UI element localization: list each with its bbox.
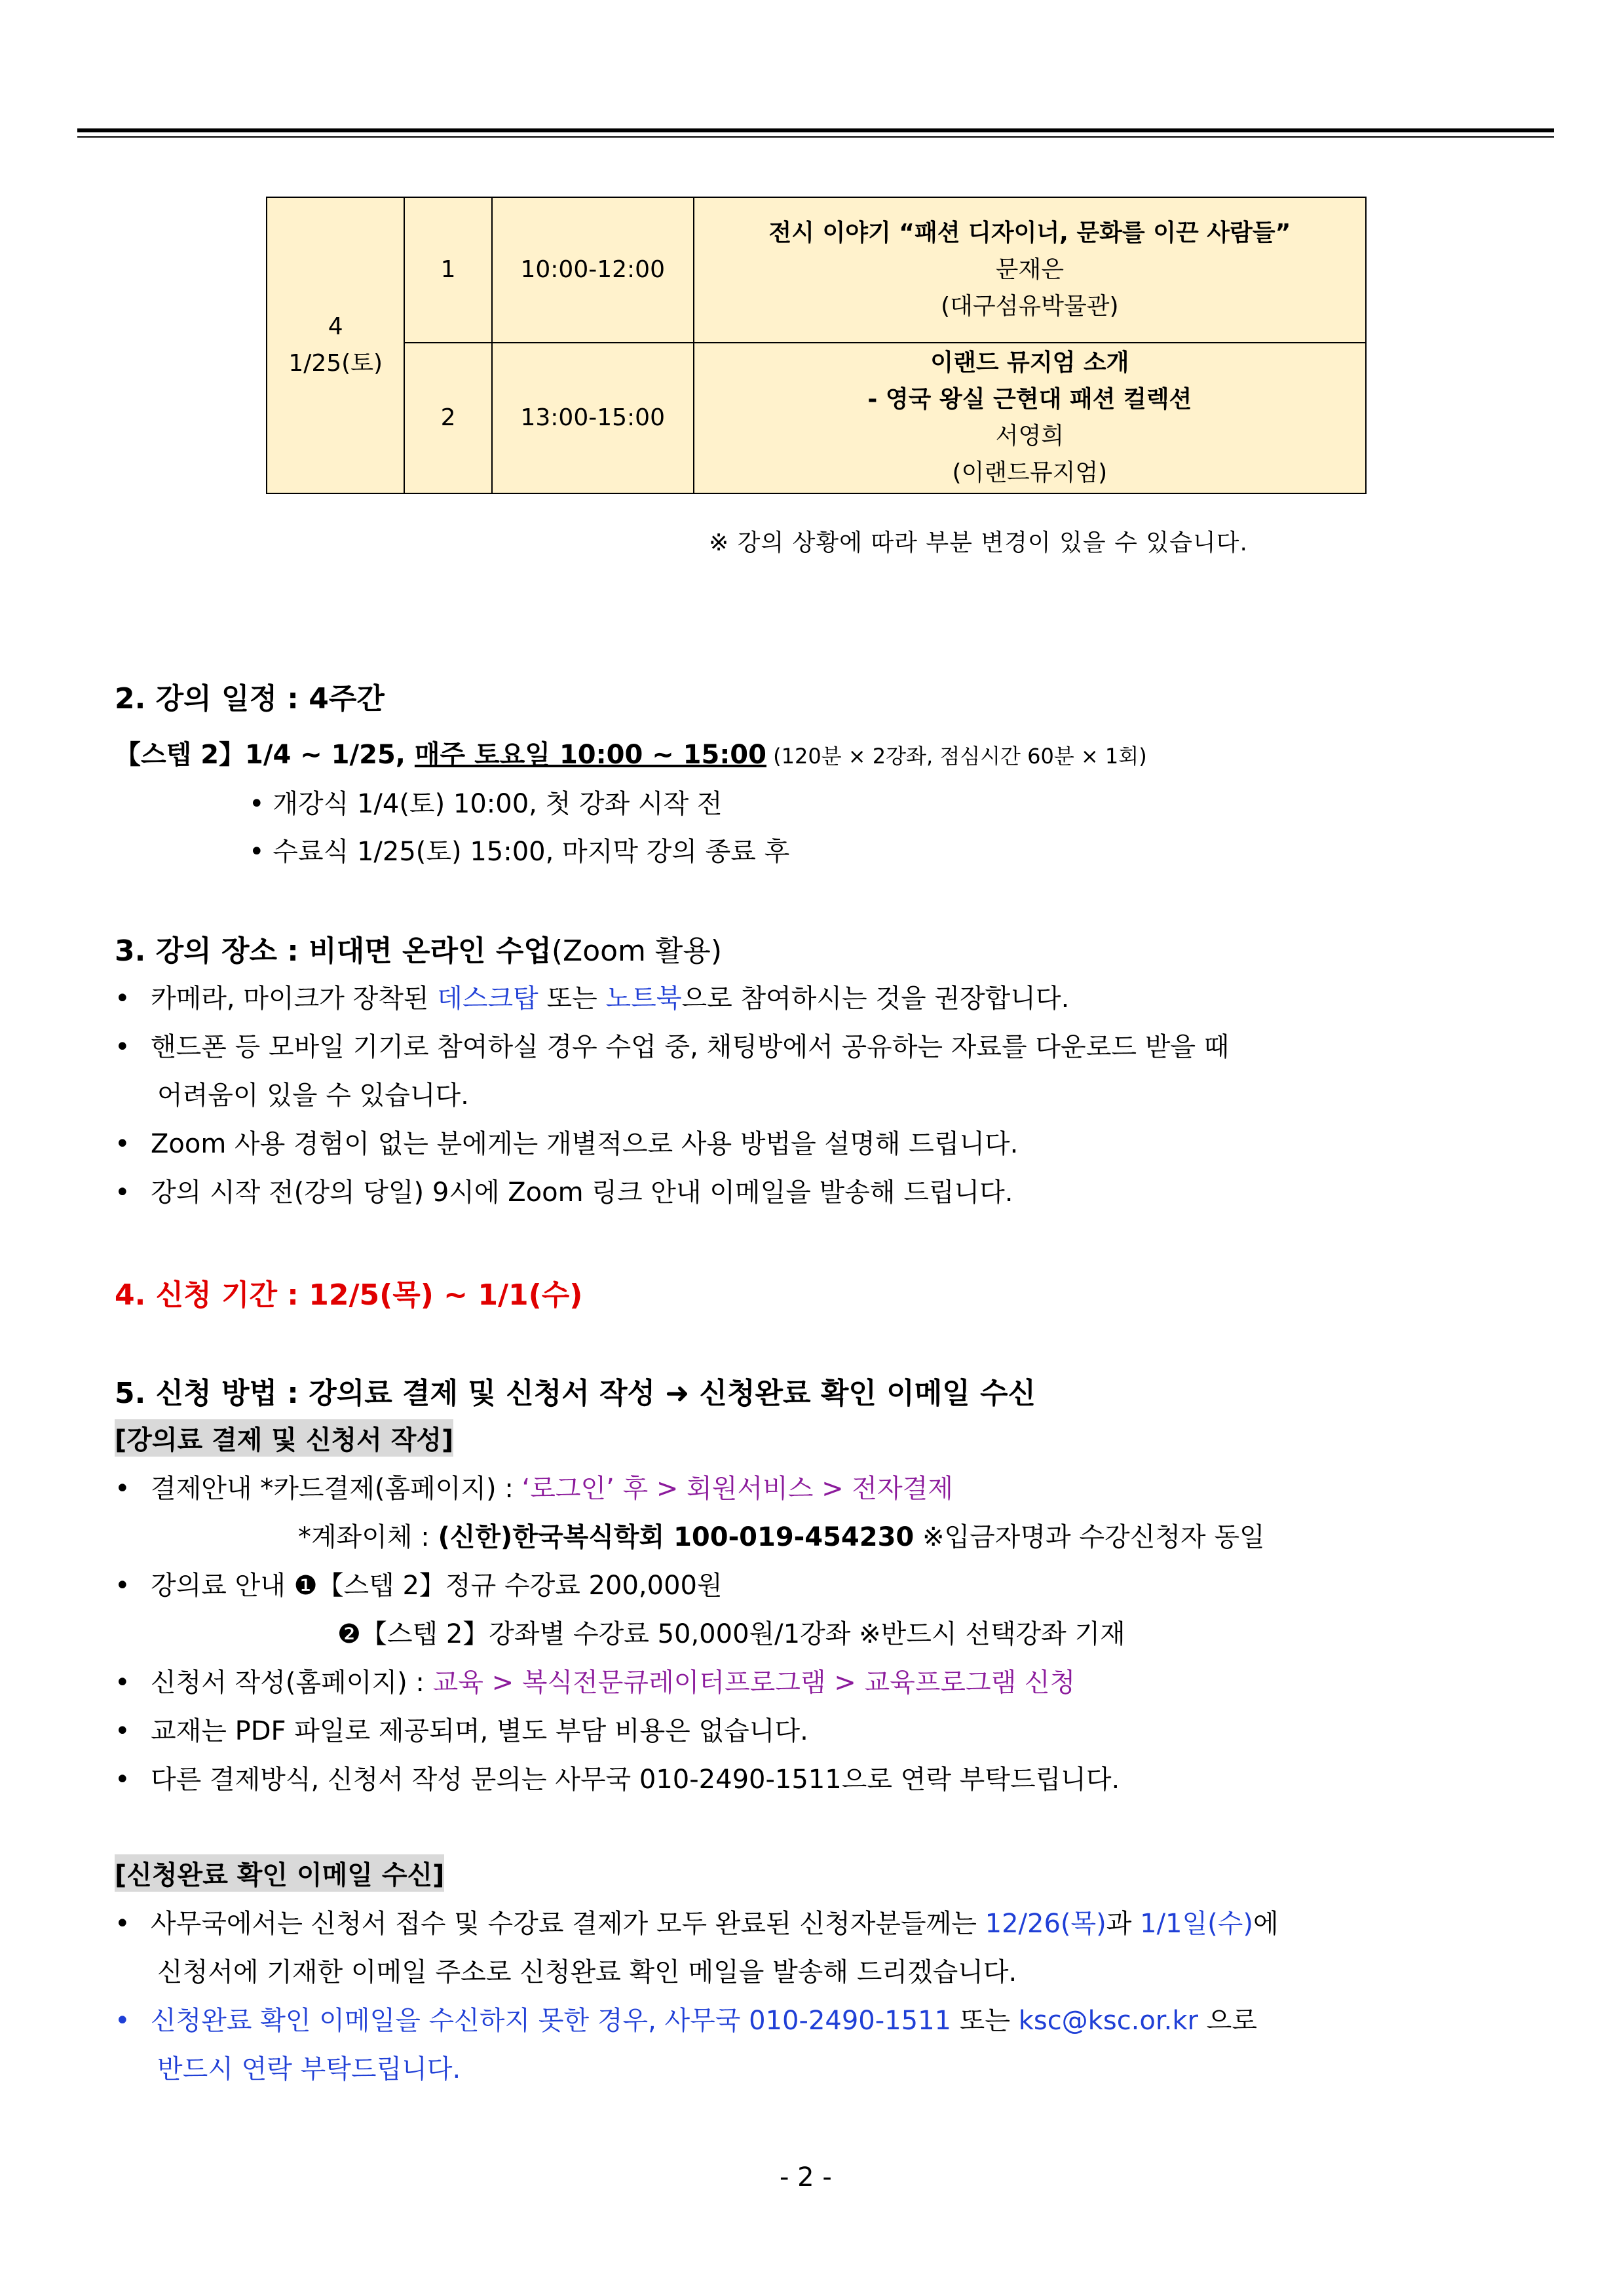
list-item: • 다른 결제방식, 신청서 작성 문의는 사무국 010-2490-1511으로 연락 부탁드립니다. xyxy=(115,1765,1120,1795)
list-item: • 교재는 PDF 파일로 제공되며, 별도 부담 비용은 없습니다. xyxy=(115,1716,808,1746)
list-item-text: 으로 참여하시는 것을 권장합니다. xyxy=(681,984,1070,1014)
section-4-heading: 4. 신청 기간 : 12/5(목) ~ 1/1(수) xyxy=(115,1278,583,1312)
list-item-text: 신청완료 확인 이메일을 수신하지 못한 경우, 사무국 010-2490-1511 xyxy=(151,2006,951,2036)
laptop-text: 노트북 xyxy=(605,984,682,1014)
email-date-1: 12/26(목) xyxy=(985,1909,1106,1939)
list-item-text: 으로 xyxy=(1198,2006,1257,2036)
application-path: 교육 > 복식전문큐레이터프로그램 > 교육프로그램 신청 xyxy=(432,1668,1076,1698)
table-row xyxy=(267,197,1366,343)
lecture-topic xyxy=(694,197,1366,343)
list-item: • 신청완료 확인 이메일을 수신하지 못한 경우, 사무국 010-2490-1511 또는 ksc@ksc.or.kr 으로 xyxy=(115,2006,1257,2036)
lecture-no: 2 xyxy=(404,343,491,493)
opening-ceremony: • 개강식 1/4(토) 10:00, 첫 강좌 시작 전 xyxy=(249,789,723,819)
section-2-heading: 2. 강의 일정 : 4주간 xyxy=(115,682,385,716)
fee-regular: 강의료 안내 ❶【스텝 2】정규 수강료 200,000원 xyxy=(151,1571,723,1601)
fee-per-lecture: ❷【스텝 2】강좌별 수강료 50,000원/1강좌 ※반드시 선택강좌 기재 xyxy=(337,1619,1125,1649)
card-payment-path: ‘로그인’ 후 > 회원서비스 > 전자결제 xyxy=(521,1474,953,1504)
lecture-no: 1 xyxy=(404,197,491,343)
header-rule-thin xyxy=(77,136,1554,138)
list-item-text: 또는 xyxy=(951,2006,1019,2036)
closing-ceremony: • 수료식 1/25(토) 15:00, 마지막 강의 종료 후 xyxy=(249,837,790,867)
list-item-text: 또는 xyxy=(538,984,606,1014)
lecture-title: 전시 이야기 “패션 디자이너, 문화를 이끈 사람들” xyxy=(768,220,1291,246)
step-label: 【스텝 2】1/4 ~ 1/25, xyxy=(115,740,415,770)
list-item: • 결제안내 *카드결제(홈페이지) : ‘로그인’ 후 > 회원서비스 > 전자결제 xyxy=(115,1474,953,1504)
section-5-heading: 5. 신청 방법 : 강의료 결제 및 신청서 작성 ➜ 신청완료 확인 이메일 수신 xyxy=(115,1377,1036,1410)
list-item-cont: 반드시 연락 부탁드립니다. xyxy=(157,2054,461,2084)
schedule-table xyxy=(266,197,1367,494)
list-item-text: 에 xyxy=(1253,1909,1279,1939)
step-line xyxy=(115,734,1147,771)
list-item: • 핸드폰 등 모바일 기기로 참여하실 경우 수업 중, 채팅방에서 공유하는 자료를 다운로드 받을 때 xyxy=(115,1032,1230,1062)
list-item-text: 과 xyxy=(1106,1909,1141,1939)
list-item-text: 강의 시작 전(강의 당일) 9시에 Zoom 링크 안내 이메일을 발송해 드립니다. xyxy=(151,1177,1013,1208)
lecture-org: (대구섬유박물관) xyxy=(941,293,1119,320)
week-number: 4 xyxy=(328,313,343,340)
list-item: • 사무국에서는 신청서 접수 및 수강료 결제가 모두 완료된 신청자분들께는 12/26(목)과 1/1일(수)에 xyxy=(115,1909,1279,1939)
lecture-speaker: 서영희 xyxy=(995,423,1064,450)
list-item-text: 교재는 PDF 파일로 제공되며, 별도 부담 비용은 없습니다. xyxy=(151,1716,808,1746)
step-detail: (120분 × 2강좌, 점심시간 60분 × 1회) xyxy=(766,744,1147,769)
list-item-text: 핸드폰 등 모바일 기기로 참여하실 경우 수업 중, 채팅방에서 공유하는 자료를 다운로드 받을 때 xyxy=(151,1032,1230,1062)
list-item: • Zoom 사용 경험이 없는 분에게는 개별적으로 사용 방법을 설명해 드립니다. xyxy=(115,1129,1019,1159)
lecture-title: 이랜드 뮤지엄 소개 xyxy=(930,349,1129,376)
list-item-text: 신청서 작성(홈페이지) : xyxy=(151,1668,433,1698)
email-date-2: 1/1일(수) xyxy=(1140,1909,1253,1939)
list-item-text: 사무국에서는 신청서 접수 및 수강료 결제가 모두 완료된 신청자분들께는 xyxy=(151,1909,985,1939)
lecture-time: 10:00-12:00 xyxy=(492,197,694,343)
email-subheading: [신청완료 확인 이메일 수신] xyxy=(115,1854,444,1892)
bank-note: ※입금자명과 수강신청자 동일 xyxy=(914,1522,1265,1552)
bank-transfer-label: *계좌이체 : xyxy=(298,1522,438,1552)
lecture-speaker: 문재은 xyxy=(995,256,1064,283)
list-item-text: 결제안내 *카드결제(홈페이지) : xyxy=(151,1474,522,1504)
change-note: ※ 강의 상황에 따라 부분 변경이 있을 수 있습니다. xyxy=(709,529,1248,556)
lecture-org: (이랜드뮤지엄) xyxy=(952,459,1108,486)
week-date: 1/25(토) xyxy=(288,350,383,377)
list-item: • 강의 시작 전(강의 당일) 9시에 Zoom 링크 안내 이메일을 발송해 드립니다. xyxy=(115,1177,1013,1208)
section-3-title: 3. 강의 장소 : 비대면 온라인 수업 xyxy=(115,934,552,968)
list-item: • 카메라, 마이크가 장착된 데스크탑 또는 노트북으로 참여하시는 것을 권장합니다. xyxy=(115,984,1070,1014)
desktop-text: 데스크탑 xyxy=(437,984,538,1014)
header-rule-thick xyxy=(77,128,1554,132)
list-item-text: 다른 결제방식, 신청서 작성 문의는 사무국 010-2490-1511으로 연락 부탁드립니다. xyxy=(151,1765,1120,1795)
page-number: - 2 - xyxy=(780,2162,832,2192)
list-item-cont: 신청서에 기재한 이메일 주소로 신청완료 확인 메일을 발송해 드리겠습니다. xyxy=(157,1957,1017,1987)
email-address: ksc@ksc.or.kr xyxy=(1018,2006,1198,2036)
bank-account: (신한)한국복식학회 100-019-454230 xyxy=(438,1522,915,1552)
bank-transfer xyxy=(298,1516,1265,1554)
section-3-heading xyxy=(115,927,722,969)
list-item: • 신청서 작성(홈페이지) : 교육 > 복식전문큐레이터프로그램 > 교육프로그램 신청 xyxy=(115,1668,1076,1698)
section-3-note: (Zoom 활용) xyxy=(551,934,723,968)
list-item: • 강의료 안내 ❶【스텝 2】정규 수강료 200,000원 xyxy=(115,1571,723,1601)
table-row xyxy=(267,343,1366,493)
lecture-subtitle: - 영국 왕실 근현대 패션 컬렉션 xyxy=(867,386,1192,413)
payment-subheading: [강의료 결제 및 신청서 작성] xyxy=(115,1419,453,1457)
step-time: 매주 토요일 10:00 ~ 15:00 xyxy=(414,740,766,770)
lecture-time: 13:00-15:00 xyxy=(492,343,694,493)
week-cell xyxy=(267,197,404,493)
list-item-text: 카메라, 마이크가 장착된 xyxy=(151,984,438,1014)
lecture-topic xyxy=(694,343,1366,493)
list-item-text: Zoom 사용 경험이 없는 분에게는 개별적으로 사용 방법을 설명해 드립니다. xyxy=(151,1129,1019,1159)
list-item-cont: 어려움이 있을 수 있습니다. xyxy=(157,1081,469,1111)
